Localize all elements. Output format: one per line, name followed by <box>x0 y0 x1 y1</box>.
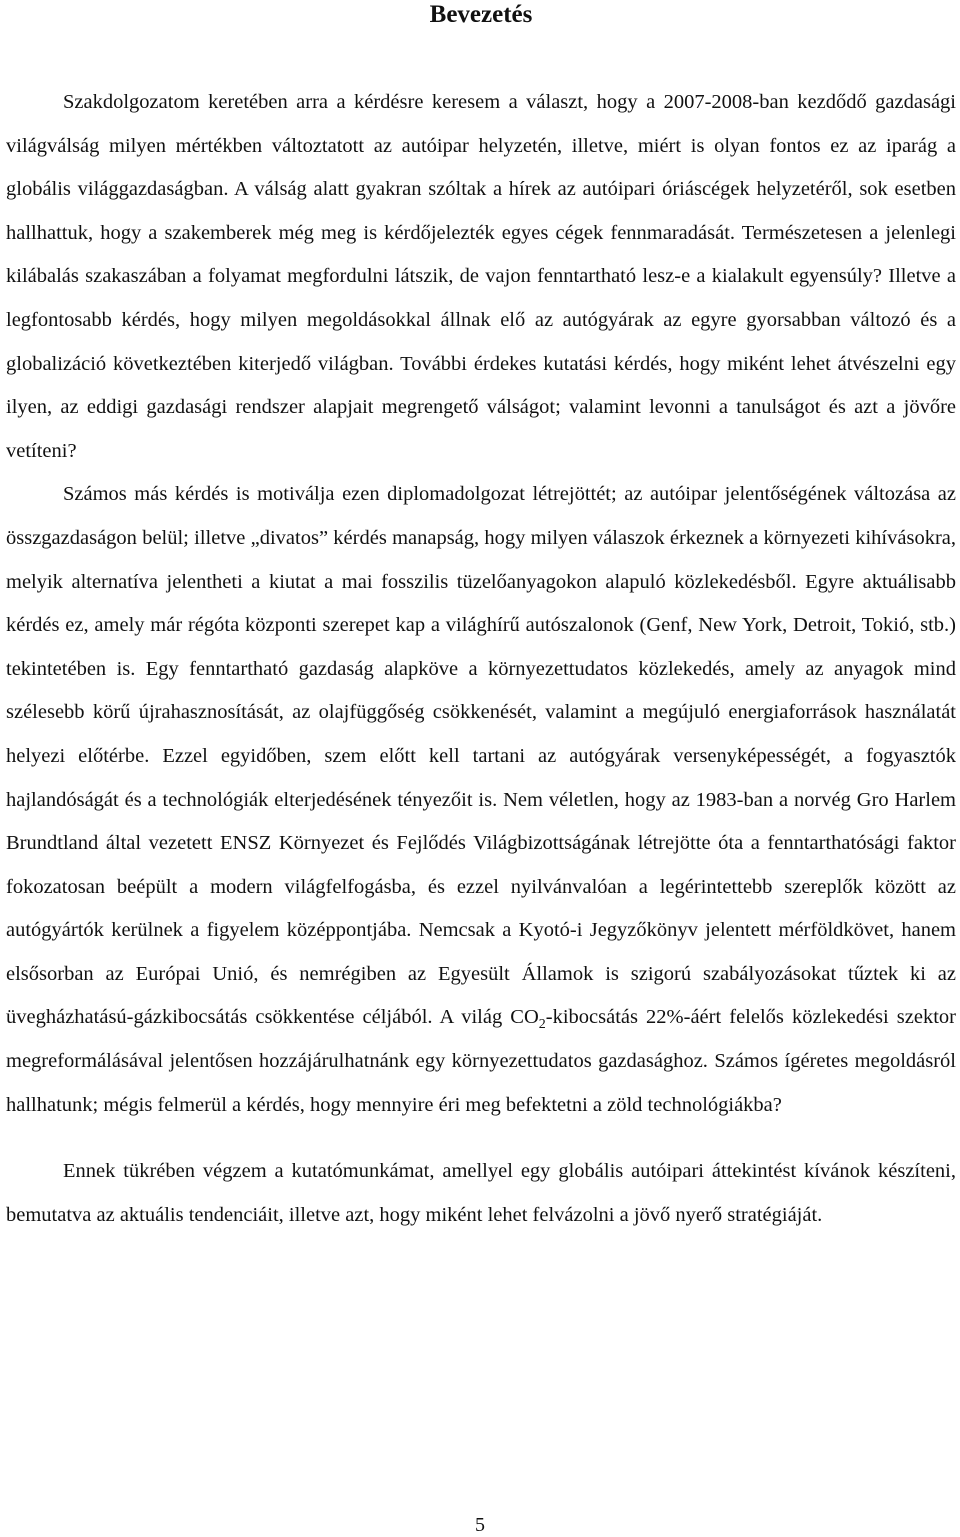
paragraph-2 <box>6 473 956 1127</box>
paragraph-3: Ennek tükrében végzem a kutatómunkámat, amellyel egy globális autóipari áttekintést kívánok készíteni, bemutatva az aktuális tendenciáit, illetve azt, hogy miként lehet felvázolni a jövő nyerő stratégiáját. <box>6 1160 956 1226</box>
document-page <box>6 0 956 1237</box>
page-number: 5 <box>475 1514 485 1536</box>
paragraph-2-text: Számos más kérdés is motiválja ezen diplomadolgozat létrejöttét; az autóipar jelentőségének változása az összgazdaságon belül; illetve „divatos” kérdés manapság, hogy milyen válaszok érkeznek a környezeti kihívásokra, melyik alternatíva jelentheti a kiutat a mai fosszilis tüzelőanyagokon alapuló közlekedésből. Egyre aktuálisabb kérdés ez, amely már régóta központi szerepet kap a világhírű autószalonok (Genf, New York, Detroit, Tokió, stb.) tekintetében is. Egy fenntartható gazdaság alapköve a környezettudatos közlekedés, amely az anyagok mind szélesebb körű újrahasznosítását, az olajfüggőség csökkenését, valamint a megújuló energiaforrások használatát helyezi előtérbe. Ezzel egyidőben, szem előtt kell tartani az autógyárak versenyképességét, a fogyasztók hajlandóságát és a technológiák elterjedésének tényezőit is. Nem véletlen, hogy az 1983-ban a norvég Gro Harlem Brundtland által vezetett ENSZ Környezet és Fejlődés Világbizottságának létrejötte óta a fenntarthatósági faktor fokozatosan beépült a modern világfelfogásba, és ezzel nyilvánvalóan a legérintettebb szereplők között az autógyártók kerülnek a figyelem középpontjába. Nemcsak a Kyotó-i Jegyzőkönyv jelentett mérföldkövet, hanem elsősorban az Európai Unió, és nemrégiben az Egyesült Államok is szigorú szabályozásokat tűztek ki az üvegházhatású-gázkibocsátás csökkentése céljából. A világ CO <box>6 483 956 1029</box>
page-title: Bevezetés <box>429 1 533 28</box>
paragraph-1: Szakdolgozatom keretében arra a kérdésre keresem a választ, hogy a 2007-2008-ban kezdődő gazdasági világválság milyen mértékben változtatott az autóipar helyzetén, illetve, miért is olyan fontos ez az iparág a globális világgazdaságban. A válság alatt gyakran szóltak a hírek az autóipari óriáscégek helyzetéről, sok esetben hallhattuk, hogy a szakemberek még meg is kérdőjelezték egyes cégek fennmaradását. Természetesen a jelenlegi kilábalás szakaszában a folyamat megfordulni látszik, de vajon fenntartható lesz-e a kialakult egyensúly? Illetve a legfontosabb kérdés, hogy milyen megoldásokkal állnak elő az autógyárak az egyre gyorsabban változó és a globalizáció következtében kiterjedő világban. További érdekes kutatási kérdés, hogy miként lehet átvészelni egy ilyen, az eddigi gazdasági rendszer alapjait megrengető válságot; valamint levonni a tanulságot és azt a jövőre vetíteni? <box>6 91 956 462</box>
paragraph-2-continuation: -kibocsátás 22%-áért felelős közlekedési szektor megreformálásával jelentősen hozzájárulhatnánk egy környezettudatos gazdasághoz. Számos ígéretes megoldásról hallhatunk; mégis felmerül a kérdés, hogy mennyire éri meg befektetni a zöld technológiákba? <box>6 1006 956 1116</box>
co2-subscript: 2 <box>538 1017 546 1033</box>
